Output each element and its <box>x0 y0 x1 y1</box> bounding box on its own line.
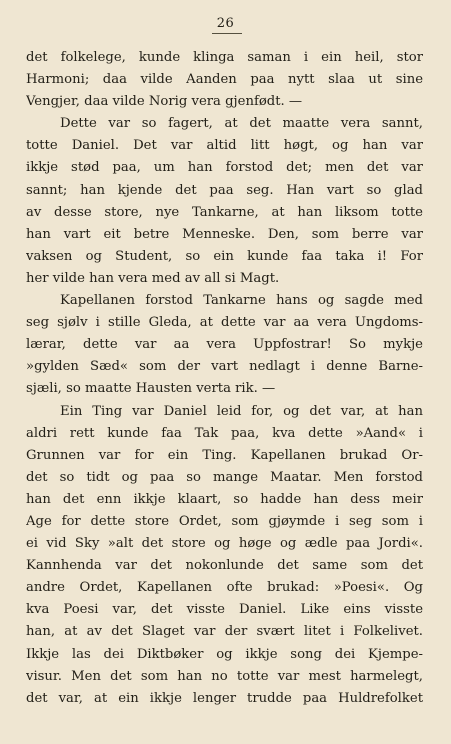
text-line: aldri rett kunde faa Tak paa, kva dette »Aand« i <box>26 425 423 441</box>
text-line: andre Ordet, Kapellanen ofte brukad: »Poesi«. Og <box>26 580 423 596</box>
text-line: ikkje stød paa, um han forstod det; men det var <box>26 160 423 176</box>
text-line: det so tidt og paa so mange Maatar. Men forstod <box>26 469 423 485</box>
text-line: Vengjer, daa vilde Norig vera gjenfødt. — <box>26 94 303 110</box>
text-line: han, at av det Slaget var der svært litet i Folkelivet. <box>26 624 423 640</box>
text-line: »gylden Sæd« som der vart nedlagt i denne Barne- <box>26 359 423 375</box>
text-line: Dette var so fagert, at det maatte vera sannt, <box>60 116 423 132</box>
text-line: Kannhenda var det nokonlunde det same som det <box>26 558 423 574</box>
page-number-rule <box>212 33 242 34</box>
text-line: Age for dette store Ordet, som gjøymde i seg som i <box>26 513 423 529</box>
text-line: vaksen og Student, so ein kunde faa taka i! For <box>26 248 423 264</box>
text-line: seg sjølv i stille Gleda, at dette var aa vera Ungdoms- <box>26 315 423 331</box>
text-line: Harmoni; daa vilde Aanden paa nytt slaa ut sine <box>26 72 423 88</box>
text-line: her vilde han vera med av all si Magt. <box>26 270 280 286</box>
text-line: lærar, dette var aa vera Uppfostrar! So mykje <box>26 337 423 353</box>
text-line: han vart eit betre Menneske. Den, som berre var <box>26 226 423 242</box>
text-line: Ein Ting var Daniel leid for, og det var, at han <box>60 403 423 419</box>
text-line: kva Poesi var, det visste Daniel. Like eins visste <box>26 602 423 618</box>
text-line: totte Daniel. Det var altid litt høgt, og han var <box>26 138 423 154</box>
text-line: ei vid Sky »alt det store og høge og ædle paa Jordi«. <box>26 536 423 552</box>
text-line: sjæli, so maatte Hausten verta rik. — <box>26 381 276 397</box>
text-line: det folkelege, kunde klinga saman i ein heil, stor <box>26 50 423 65</box>
text-line: Kapellanen forstod Tankarne hans og sagde med <box>60 293 423 309</box>
page-number: 26 <box>216 16 235 31</box>
text-line: Grunnen var for ein Ting. Kapellanen brukad Or- <box>26 447 423 463</box>
text-line: Ikkje las dei Diktbøker og ikkje song dei Kjempe- <box>26 646 423 662</box>
text-line: det var, at ein ikkje lenger trudde paa Huldrefolket <box>26 690 423 706</box>
body-text <box>26 47 423 710</box>
text-line: sannt; han kjende det paa seg. Han vart so glad <box>26 182 423 198</box>
text-line: av desse store, nye Tankarne, at han liksom totte <box>26 204 423 220</box>
text-line: han det enn ikkje klaart, so hadde han dess meir <box>26 491 423 507</box>
text-line: visur. Men det som han no totte var mest harmelegt, <box>26 668 423 684</box>
